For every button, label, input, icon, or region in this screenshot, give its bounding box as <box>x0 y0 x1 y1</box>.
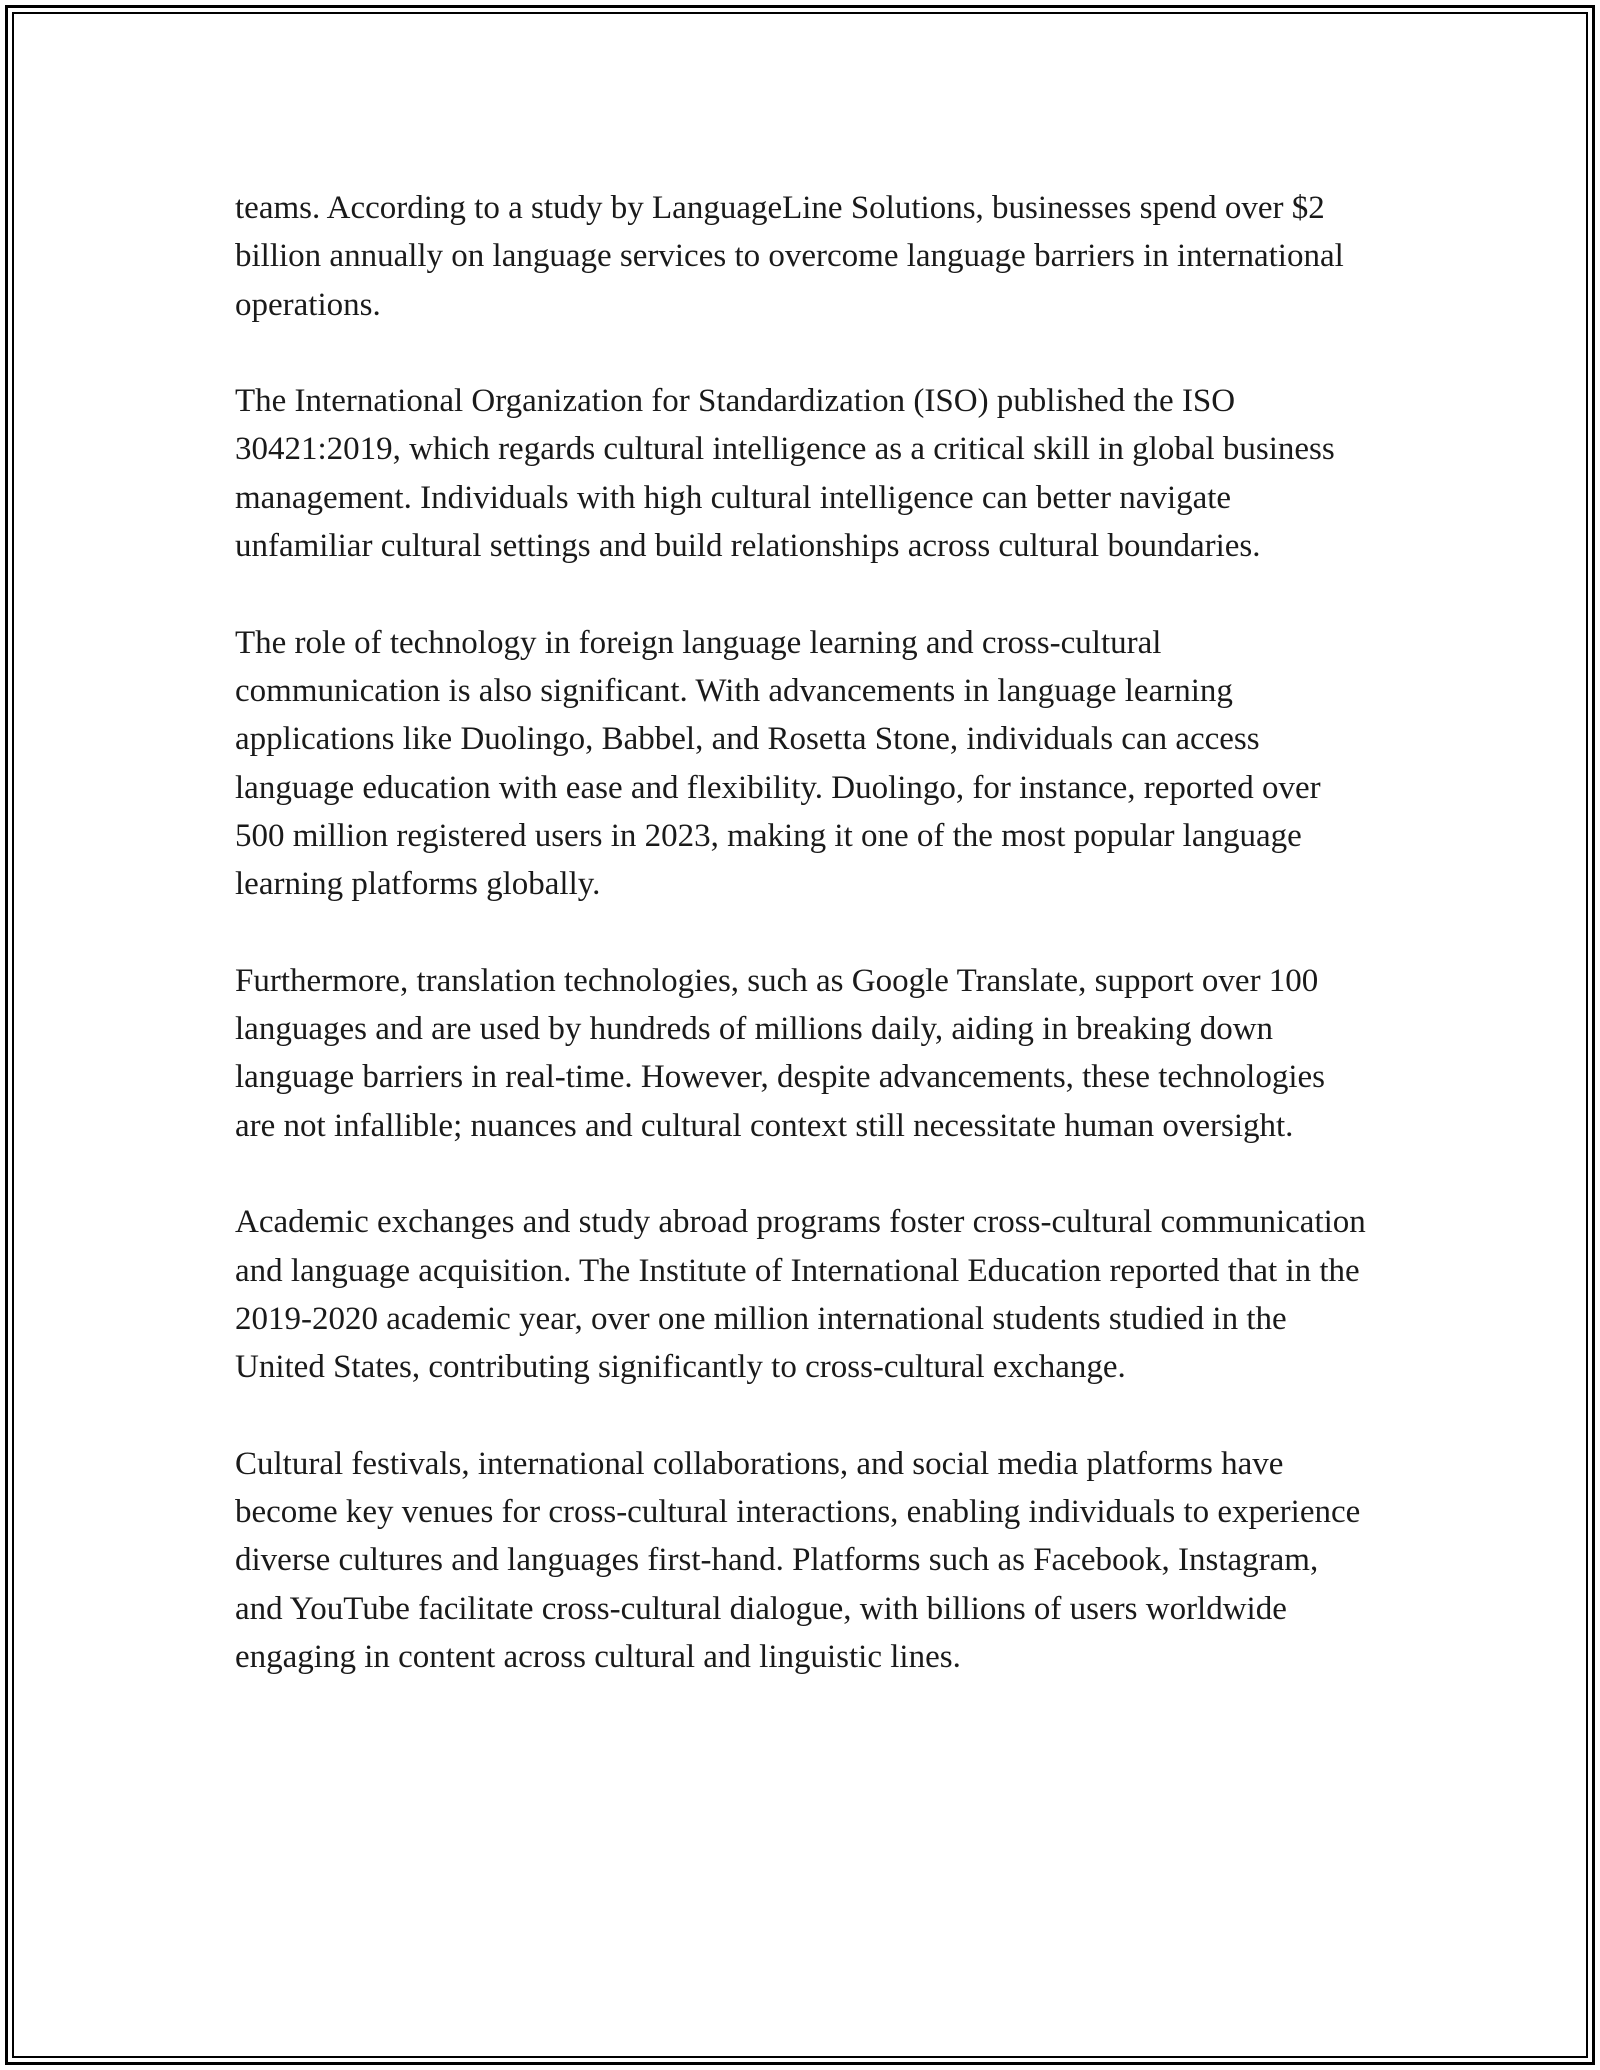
paragraph: teams. According to a study by LanguageLine Solutions, businesses spend over $2 billion annually on language services to overcome language barriers in international operations. <box>235 190 1344 323</box>
paragraph: Cultural festivals, international collaborations, and social media platforms have become key venues for cross-cultural interactions, enabling individuals to experience diverse cultures and languages first-hand. Platforms such as Facebook, Instagram, and YouTube facilitate cross-cultural dialogue, with billions of users worldwide engaging in content across cultural and linguistic lines. <box>235 1445 1361 1675</box>
paragraph: The International Organization for Standardization (ISO) published the ISO 30421:2019, which regards cultural intelligence as a critical skill in global business management. Individuals with high cultural intelligence can better navigate unfamiliar cultural settings and build relationships across cultural boundaries. <box>235 383 1335 565</box>
paragraph: The role of technology in foreign language learning and cross-cultural communication is also significant. With advancements in language learning applications like Duolingo, Babbel, and Rosetta Stone, individuals can access language education with ease and flexibility. Duolingo, for instance, reported over 500 million registered users in 2023, making it one of the most popular language learning platforms globally. <box>235 624 1321 903</box>
document-body <box>235 184 1370 1730</box>
paragraph: Furthermore, translation technologies, such as Google Translate, support over 100 languages and are used by hundreds of millions daily, aiding in breaking down language barriers in real-time. However, despite advancements, these technologies are not infallible; nuances and cultural context still necessitate human oversight. <box>235 962 1325 1144</box>
paragraph: Academic exchanges and study abroad programs foster cross-cultural communication and language acquisition. The Institute of International Education reported that in the 2019-2020 academic year, over one million international students studied in the United States, contributing significantly to cross-cultural exchange. <box>235 1204 1366 1386</box>
